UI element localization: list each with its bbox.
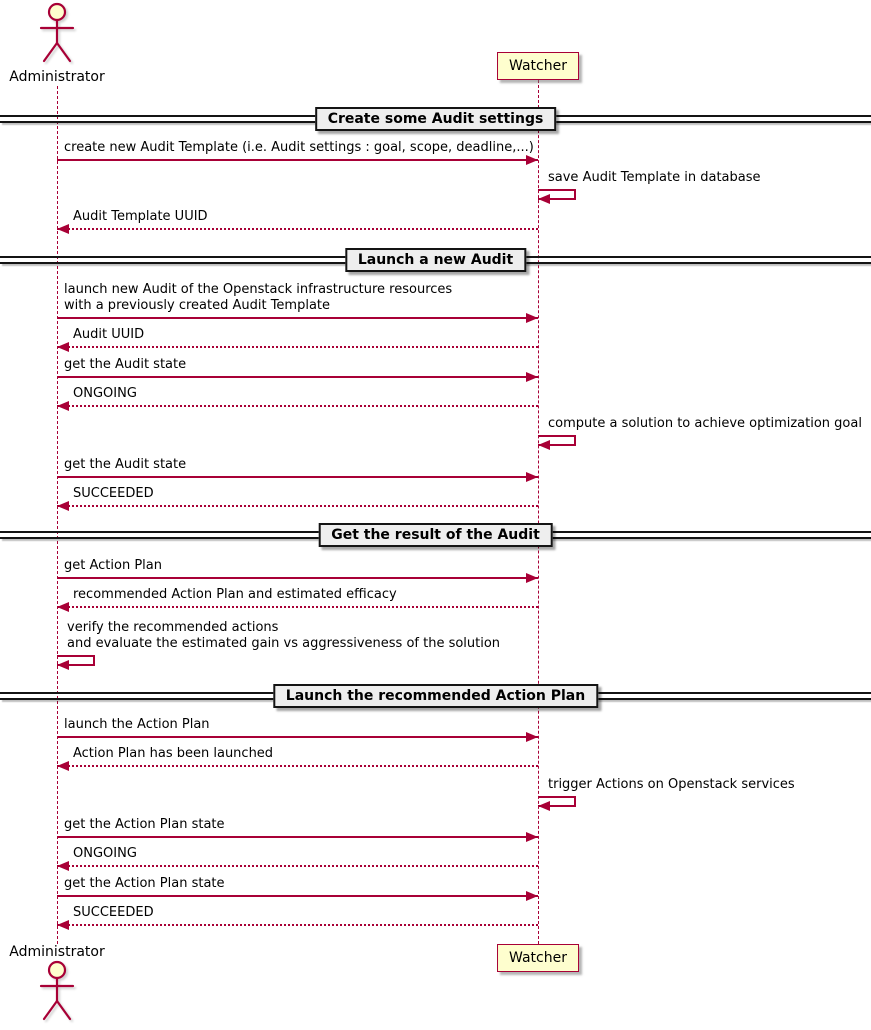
message-label-line: get the Action Plan state bbox=[64, 876, 225, 891]
message-label bbox=[64, 282, 452, 314]
arrowhead-icon bbox=[57, 342, 69, 352]
arrowhead-icon bbox=[526, 891, 538, 901]
message-arrow bbox=[57, 505, 538, 507]
message-arrow bbox=[57, 228, 538, 230]
message-arrow bbox=[57, 606, 538, 608]
arrowhead-icon bbox=[57, 660, 69, 670]
message-label-line: Audit UUID bbox=[73, 327, 145, 342]
divider-label: Launch the recommended Action Plan bbox=[273, 684, 598, 708]
message-label-line: Audit Template UUID bbox=[73, 209, 208, 224]
actor-icon bbox=[37, 2, 77, 64]
arrowhead-icon bbox=[526, 372, 538, 382]
arrowhead-icon bbox=[538, 440, 550, 450]
arrowhead-icon bbox=[538, 194, 550, 204]
message-label bbox=[73, 209, 208, 225]
arrowhead-icon bbox=[57, 861, 69, 871]
divider-label: Get the result of the Audit bbox=[318, 523, 553, 547]
actor-stick-figure-icon bbox=[37, 2, 77, 64]
message-label-line: Action Plan has been launched bbox=[73, 746, 274, 761]
message-label-line: get the Audit state bbox=[64, 457, 187, 472]
message-arrow bbox=[57, 924, 538, 926]
arrowhead-icon bbox=[57, 401, 69, 411]
actor-label-bottom: Administrator bbox=[9, 944, 105, 960]
divider-label: Create some Audit settings bbox=[315, 107, 557, 131]
message-label-line: with a previously created Audit Template bbox=[64, 298, 331, 313]
message-label-line: launch new Audit of the Openstack infrastructure resources bbox=[64, 282, 453, 297]
actor-stick-figure-icon bbox=[37, 960, 77, 1022]
message-arrow bbox=[57, 765, 538, 767]
actor-label-top: Administrator bbox=[9, 69, 105, 85]
message-label bbox=[67, 620, 500, 652]
participant-box-top: Watcher bbox=[497, 52, 579, 80]
message-label bbox=[73, 327, 144, 343]
arrowhead-icon bbox=[526, 573, 538, 583]
message-label bbox=[64, 876, 225, 892]
message-label-line: trigger Actions on Openstack services bbox=[548, 777, 795, 792]
message-label bbox=[64, 717, 210, 733]
message-label-line: compute a solution to achieve optimization goal bbox=[548, 416, 862, 431]
message-label-line: SUCCEEDED bbox=[73, 486, 154, 501]
message-label bbox=[548, 416, 862, 432]
message-arrow bbox=[57, 346, 538, 348]
message-arrow bbox=[57, 736, 538, 738]
message-arrow bbox=[57, 405, 538, 407]
arrowhead-icon bbox=[57, 920, 69, 930]
message-label bbox=[548, 170, 761, 186]
message-label bbox=[64, 457, 186, 473]
message-label-line: ONGOING bbox=[73, 846, 137, 861]
message-arrow bbox=[57, 865, 538, 867]
arrowhead-icon bbox=[526, 313, 538, 323]
arrowhead-icon bbox=[57, 501, 69, 511]
participant-box-bottom: Watcher bbox=[497, 944, 579, 972]
arrowhead-icon bbox=[526, 832, 538, 842]
message-label bbox=[73, 746, 273, 762]
message-label-line: get the Audit state bbox=[64, 357, 187, 372]
arrowhead-icon bbox=[526, 732, 538, 742]
message-label-line: and evaluate the estimated gain vs aggressiveness of the solution bbox=[67, 636, 501, 651]
arrowhead-icon bbox=[538, 801, 550, 811]
message-label-line: ONGOING bbox=[73, 386, 137, 401]
arrowhead-icon bbox=[526, 472, 538, 482]
message-arrow bbox=[57, 476, 538, 478]
arrowhead-icon bbox=[57, 224, 69, 234]
message-label-line: get Action Plan bbox=[64, 558, 162, 573]
message-arrow bbox=[57, 895, 538, 897]
message-arrow bbox=[57, 577, 538, 579]
message-label bbox=[73, 905, 154, 921]
message-label-line: recommended Action Plan and estimated efficacy bbox=[73, 587, 397, 602]
arrowhead-icon bbox=[57, 761, 69, 771]
message-label bbox=[73, 846, 137, 862]
message-arrow bbox=[57, 317, 538, 319]
message-arrow bbox=[57, 376, 538, 378]
message-label bbox=[548, 777, 795, 793]
arrowhead-icon bbox=[57, 602, 69, 612]
message-label bbox=[64, 140, 534, 156]
message-label bbox=[73, 587, 397, 603]
arrowhead-icon bbox=[526, 155, 538, 165]
message-label-line: verify the recommended actions bbox=[67, 620, 279, 635]
lifeline-administrator bbox=[57, 86, 58, 944]
message-label-line: get the Action Plan state bbox=[64, 817, 225, 832]
message-label bbox=[64, 357, 186, 373]
message-arrow bbox=[57, 159, 538, 161]
message-label bbox=[64, 817, 225, 833]
lifeline-watcher bbox=[538, 80, 539, 944]
actor-icon bbox=[37, 960, 77, 1022]
message-label bbox=[64, 558, 162, 574]
message-label bbox=[73, 486, 154, 502]
message-label-line: launch the Action Plan bbox=[64, 717, 210, 732]
message-label bbox=[73, 386, 137, 402]
message-label-line: SUCCEEDED bbox=[73, 905, 154, 920]
message-arrow bbox=[57, 836, 538, 838]
divider-label: Launch a new Audit bbox=[345, 248, 526, 272]
message-label-line: save Audit Template in database bbox=[548, 170, 761, 185]
message-label-line: create new Audit Template (i.e. Audit settings : goal, scope, deadline,...) bbox=[64, 140, 534, 155]
